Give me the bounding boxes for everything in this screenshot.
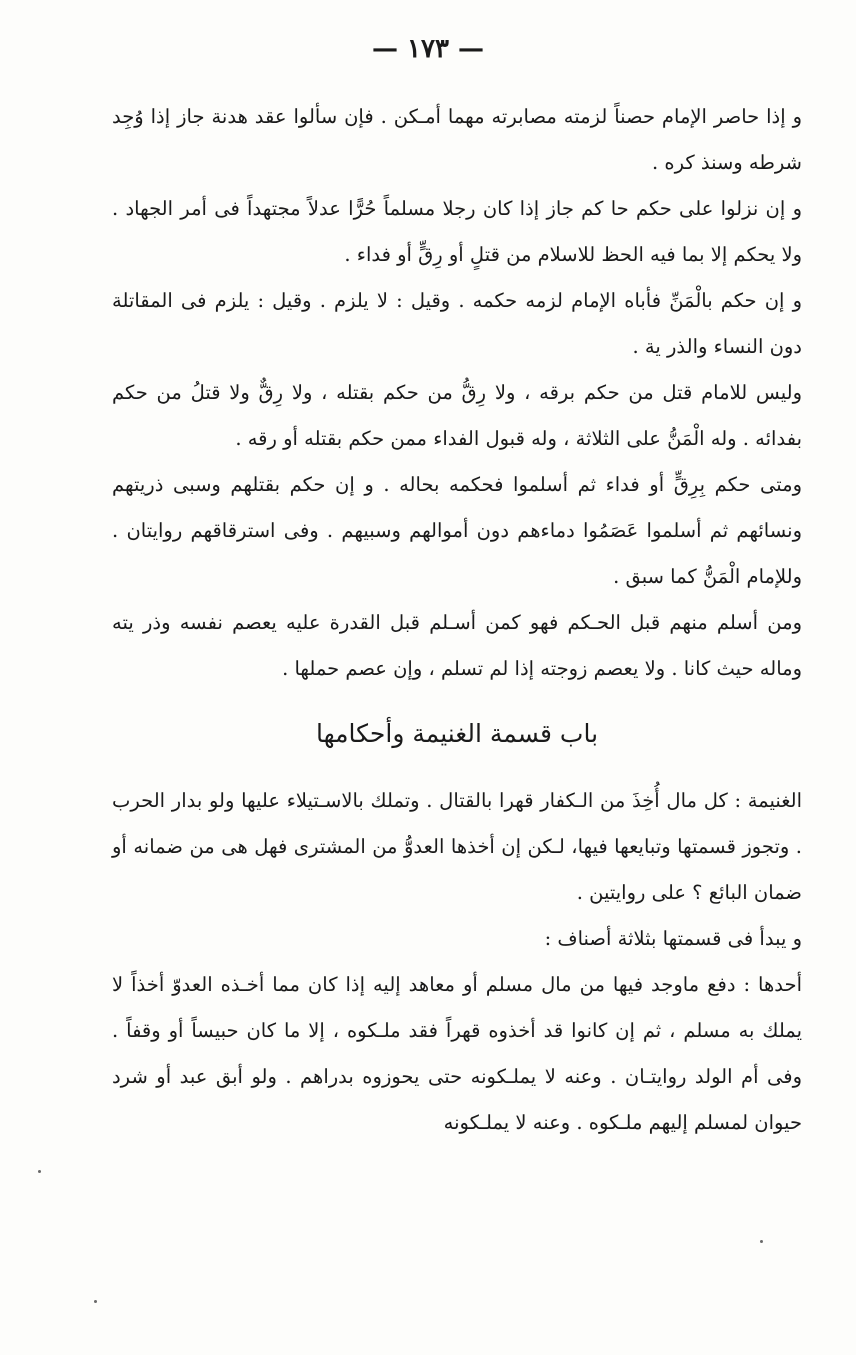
scan-speck (760, 1240, 763, 1243)
paragraph-imam-limits: وليس للامام قتل من حكم برقه ، ولا رِقُّ من حكم بقتله ، ولا رِقٌّ ولا قتلُ من حكم بفدائه . وله الْمَنُّ على الثلاثة ، وله قبول الفداء ممن حكم بقتله أو رقه . (112, 381, 802, 450)
paragraph-ghanima-definition: الغنيمة : كل مال أُخِذَ من الـكفار قهرا بالقتال . وتملك بالاسـتيلاء عليها ولو بدار الحرب . وتجوز قسمتها وتبايعها فيها، لـكن إن أخذها العدوُّ من المشترى فهل هى من ضمانه أو ضمان البائع ؟ على روايتين . (112, 789, 802, 904)
paragraph-division-start: و يبدأ فى قسمتها بثلاثة أصناف : (544, 927, 802, 950)
page-body (112, 94, 802, 1146)
paragraph-conversion-after-ruling: ومتى حكم بِرِقٍّ أو فداء ثم أسلموا فحكمه بحاله . و إن حكم بقتلهم وسبى ذريتهم ونسائهم ثم أسلموا عَصَمُوا دماءهم دون أموالهم وسبيهم . وفى استرقاقهم روايتان . وللإمام الْمَنُّ كما سبق . (112, 473, 803, 588)
paragraph-arbiter: و إن نزلوا على حكم حا كم جاز إذا كان رجلا مسلماً حُرًّا عدلاً مجتهداً فى أمر الجهاد . ولا يحكم إلا بما فيه الحظ للاسلام من قتلٍ أو رِقٍّ أو فداء . (112, 197, 802, 266)
scan-speck (94, 1300, 97, 1303)
paragraph-siege: و إذا حاصر الإمام حصناً لزمته مصابرته مهما أمـكن . فإن سألوا عقد هدنة جاز إذا وُجِد شرطه وسنذ كره . (112, 105, 802, 174)
paragraph-manna-ruling: و إن حكم بالْمَنِّ فأباه الإمام لزمه حكمه . وقيل : لا يلزم . وقيل : يلزم فى المقاتلة دون النساء والذر ية . (112, 289, 802, 358)
page-number: — ١٧٣ — (371, 34, 485, 64)
paragraph-first-category: أحدها : دفع ماوجد فيها من مال مسلم أو معاهد إليه إذا كان مما أخـذه العدوّ أخذاً لا يملك به مسلم ، ثم إن كانوا قد أخذوه قهراً فقد ملـكوه ، إلا ما كان حبيساً أو وقفاً . وفى أم الولد روايتـان . وعنه لا يملـكونه حتى يحوزوه بدراهم . ولو أبق عبد أو شرد حيوان لمسلم إليهم ملـكوه . وعنه لا يملـكونه (112, 973, 802, 1134)
section-heading: باب قسمة الغنيمة وأحكامها (315, 719, 599, 748)
paragraph-conversion-before-ruling: ومن أسلم منهم قبل الحـكم فهو كمن أسـلم قبل القدرة عليه يعصم نفسه وذر يته وماله حيث كانا . ولا يعصم زوجته إذا لم تسلم ، وإن عصم حملها . (112, 611, 802, 680)
scan-speck (38, 1170, 41, 1173)
